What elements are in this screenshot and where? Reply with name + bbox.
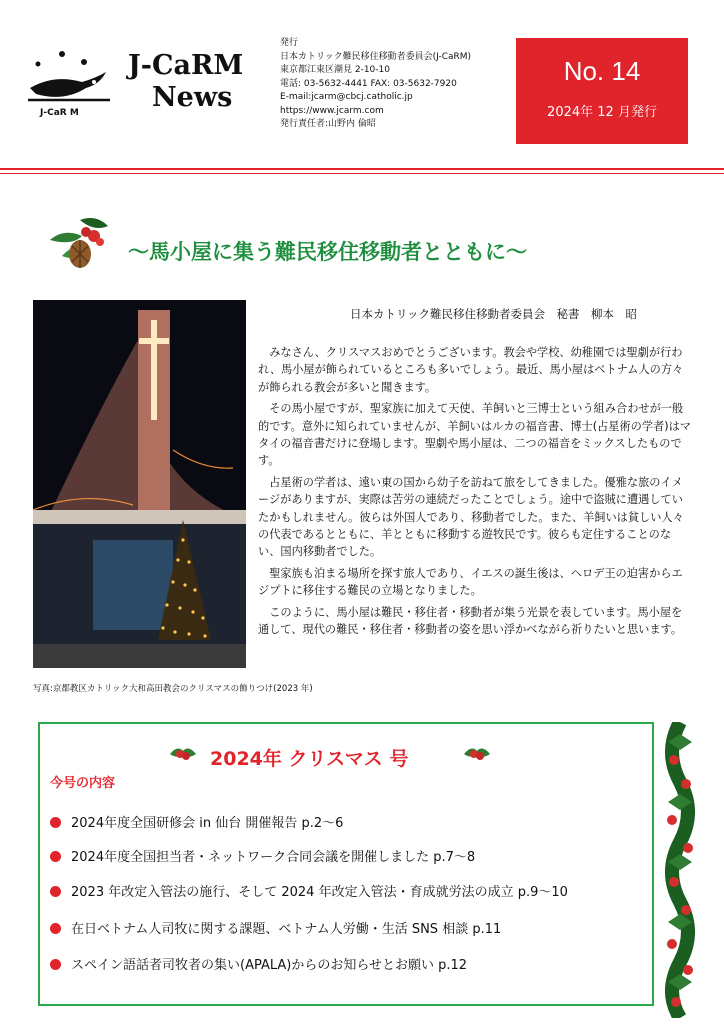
church-christmas-photo [33,300,246,668]
christmas-garland-icon [658,722,702,1018]
header-divider [0,168,724,170]
contents-item[interactable] [50,881,568,900]
holly-icon [42,210,122,274]
contents-item-text: 2024年度全国担当者・ネットワーク合同会議を開催しました p.7～8 [71,850,476,865]
publisher-line: 東京都江東区潮見 2-10-10 [280,65,390,75]
bullet-icon [50,959,61,970]
contents-item-text: スペイン語話者司牧者の集い(APALA)からのお知らせとお願い p.12 [71,958,468,973]
article-paragraph: 占星術の学者は、遠い東の国から幼子を訪ねて旅をしてきました。優雅な旅のイメージがありますが、実際は苦労の連続だったことでしょう。途中で盗賊に遭遇していたかもしれません。彼らは外国人であり、移動者でした。また、羊飼いは貧しい人々の代表であるとともに、羊とともに移動する遊牧民です。彼らも定住することのない、国内移動者でした。 [258,475,684,559]
holly-icon [462,738,492,768]
publisher-info [280,37,471,132]
bullet-icon [50,817,61,828]
publisher-url[interactable]: https://www.jcarm.com [280,105,384,116]
issue-theme-title: 2024年 クリスマス 号 [210,748,409,770]
publisher-line: 発行 [280,38,299,48]
issue-date: 2024年 12 月発行 [547,105,657,120]
issue-badge [516,38,688,144]
publisher-line: 発行責任者:山野内 倫昭 [280,119,376,129]
header-divider-thin [0,173,724,174]
publisher-email[interactable]: E-mail:jcarm@cbcj.catholic.jp [280,92,413,102]
newsletter-title: J-CaRM [128,50,244,81]
article-paragraph: みなさん、クリスマスおめでとうございます。教会や学校、幼稚園では聖劇が行われ、馬小屋が飾られているところも多いでしょう。最近、馬小屋はベトナム人の方々が飾られる教会が多いと聞きます。 [258,346,684,394]
bullet-icon [50,923,61,934]
contents-item-text: 2023 年改定入管法の施行、そして 2024 年改定入管法・育成就労法の成立 p.9～10 [71,885,568,900]
contents-label: 今号の内容 [50,776,116,791]
publisher-line: 日本カトリック難民移住移動者委員会(J-CaRM) [280,51,472,62]
article-headline: ～馬小屋に集う難民移住移動者とともに～ [128,240,527,264]
article-author: 日本カトリック難民移住移動者委員会 秘書 柳本 昭 [350,307,638,321]
article-paragraph: 聖家族も泊まる場所を探す旅人であり、イエスの誕生後は、ヘロデ王の迫害からエジプトに移住する難民の立場となりました。 [258,566,683,598]
contents-item-text: 2024年度全国研修会 in 仙台 開催報告 p.2～6 [71,816,344,831]
contents-item[interactable] [50,846,475,865]
publisher-line: 電話: 03-5632-4441 FAX: 03-5632-7920 [280,78,457,89]
article-paragraph: その馬小屋ですが、聖家族に加えて天使、羊飼いと三博士という組み合わせが一般的です。意外に知られていませんが、羊飼いはルカの福音書、博士(占星術の学者)はマタイの福音書だけに登場します。聖劇や馬小屋は、二つの福音をミックスしたものです。 [258,402,691,468]
issue-number: No. 14 [563,56,641,86]
holly-icon [168,738,198,768]
logo-text: J-CaR M [40,108,79,118]
bullet-icon [50,851,61,862]
contents-item[interactable] [50,954,467,973]
photo-caption: 写真:京都教区カトリック大和高田教会のクリスマスの飾りつけ(2023 年) [33,684,313,694]
article-body [258,344,692,643]
contents-item[interactable] [50,918,501,937]
article-paragraph: このように、馬小屋は難民・移住者・移動者が集う光景を表しています。馬小屋を通して、現代の難民・移住者・移動者の姿を思い浮かべながら祈りたいと思います。 [258,605,683,637]
contents-item-text: 在日ベトナム人司牧に関する課題、ベトナム人労働・生活 SNS 相談 p.11 [71,922,502,937]
bullet-icon [50,886,61,897]
contents-item[interactable] [50,812,343,831]
newsletter-subtitle: News [152,82,233,113]
